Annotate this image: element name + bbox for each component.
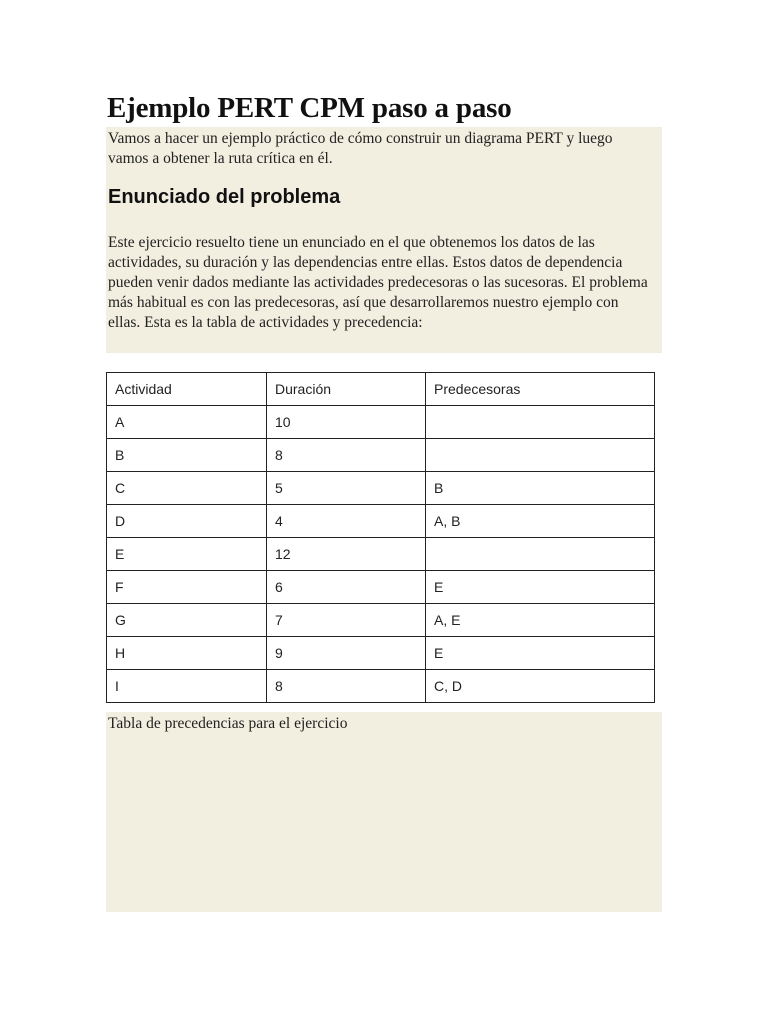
cell-duracion: 10 <box>267 406 426 439</box>
cell-predecesoras <box>426 439 655 472</box>
header-predecesoras: Predecesoras <box>426 373 655 406</box>
cell-actividad: G <box>107 604 267 637</box>
cell-predecesoras: C, D <box>426 670 655 703</box>
table-header-row <box>107 373 655 406</box>
table-row <box>107 439 655 472</box>
intro-paragraph: Vamos a hacer un ejemplo práctico de cómo construir un diagrama PERT y luego vamos a obtener la ruta crítica en él. <box>108 130 613 167</box>
cell-actividad: A <box>107 406 267 439</box>
table-row <box>107 505 655 538</box>
cell-actividad: F <box>107 571 267 604</box>
cell-duracion: 5 <box>267 472 426 505</box>
cell-predecesoras: A, B <box>426 505 655 538</box>
cell-actividad: D <box>107 505 267 538</box>
cell-duracion: 6 <box>267 571 426 604</box>
highlight-box-bottom <box>106 712 662 912</box>
cell-predecesoras <box>426 406 655 439</box>
cell-duracion: 8 <box>267 439 426 472</box>
cell-duracion: 8 <box>267 670 426 703</box>
table-caption: Tabla de precedencias para el ejercicio <box>108 715 348 732</box>
cell-duracion: 9 <box>267 637 426 670</box>
cell-predecesoras: A, E <box>426 604 655 637</box>
header-duracion: Duración <box>267 373 426 406</box>
header-actividad: Actividad <box>107 373 267 406</box>
section-heading: Enunciado del problema <box>108 186 341 208</box>
cell-duracion: 4 <box>267 505 426 538</box>
cell-actividad: I <box>107 670 267 703</box>
precedence-table <box>106 372 655 703</box>
table-row <box>107 670 655 703</box>
problem-paragraph: Este ejercicio resuelto tiene un enunciado en el que obtenemos los datos de las actividades, su duración y las dependencias entre ellas. Estos datos de dependencia pueden venir dados mediante las actividades predecesoras o las sucesoras. El problema más habitual es con las predecesoras, así que desarrollaremos nuestro ejemplo con ellas. Esta es la tabla de actividades y precedencia: <box>108 234 648 331</box>
cell-predecesoras: E <box>426 571 655 604</box>
table-row <box>107 406 655 439</box>
cell-predecesoras: B <box>426 472 655 505</box>
cell-predecesoras <box>426 538 655 571</box>
page-title: Ejemplo PERT CPM paso a paso <box>107 92 512 124</box>
cell-duracion: 7 <box>267 604 426 637</box>
cell-actividad: C <box>107 472 267 505</box>
cell-actividad: B <box>107 439 267 472</box>
cell-actividad: H <box>107 637 267 670</box>
cell-actividad: E <box>107 538 267 571</box>
table-row <box>107 472 655 505</box>
table-row <box>107 571 655 604</box>
table-row <box>107 604 655 637</box>
cell-predecesoras: E <box>426 637 655 670</box>
table-row <box>107 538 655 571</box>
cell-duracion: 12 <box>267 538 426 571</box>
table-row <box>107 637 655 670</box>
